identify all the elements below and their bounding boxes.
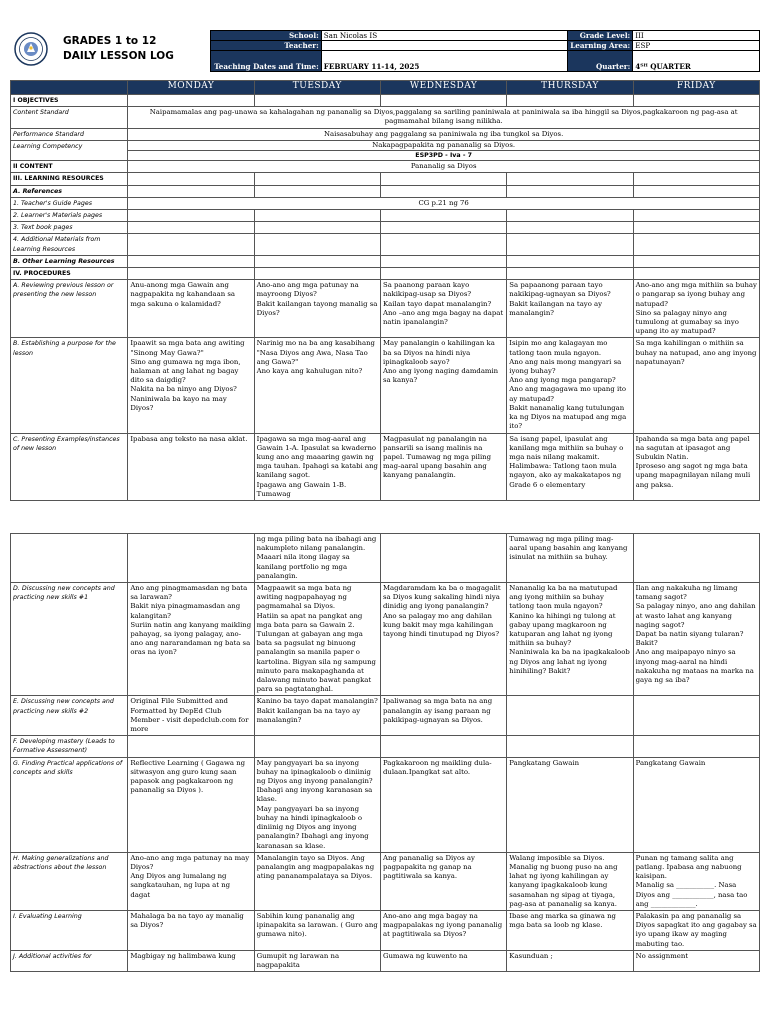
row-c-continued (11, 534, 760, 583)
row-f-label: F. Developing mastery (Leads to Formative Assessment) (11, 736, 128, 757)
area-value: ESP (633, 41, 760, 51)
competency-label: Learning Competency (11, 140, 128, 160)
row-a-monday: Anu-anong mga Gawain ang nagpapakita ng kahandaan sa mga sakuna o kalamidad? (128, 280, 254, 338)
row-i (11, 910, 760, 950)
row-f-wednesday (380, 736, 506, 757)
corner-cell (11, 81, 128, 95)
row-b-monday: Ipaawit sa mga bata ang awiting "Sinong May Gawa?" Sino ang gumawa ng mga ibon, halaman at ang lahat ng bagay dito sa daigdig? Nakita na ba ninyo ang Diyos? Naniniwala ba kayo na may Diyos? (128, 338, 254, 433)
row-h-label: H. Making generalizations and abstractions about the lesson (11, 852, 128, 910)
row-a (11, 280, 760, 338)
teacher-value (321, 41, 567, 51)
content-standard-label: Content Standard (11, 107, 128, 128)
row-c-cont-friday (633, 534, 759, 583)
performance-standard-label: Performance Standard (11, 128, 128, 140)
row-a-friday: Ano-ano ang mga mithiin sa buhay o pangarap sa iyong buhay ang natupad? Sino sa palagay ninyo ang tumulong at gumabay sa inyo upang ito ay matupad? (633, 280, 759, 338)
row-c-wednesday: Magpasulat ng panalangin na pansarili sa isang malinis na papel. Tumawag ng mga piling mag-aaral upang basahin ang kanyang panalangin. (380, 433, 506, 500)
content-value: Pananalig sa Diyos (128, 161, 760, 173)
row-f-friday (633, 736, 759, 757)
objectives-label: I OBJECTIVES (11, 95, 128, 107)
school-value: San Nicolas IS (321, 31, 567, 41)
row-e-monday: Original File Submitted and Formatted by DepEd Club Member - visit depedclub.com for more (128, 696, 254, 736)
day-thursday: THURSDAY (507, 81, 633, 95)
row-f (11, 736, 760, 757)
row-e (11, 696, 760, 736)
row-e-friday (633, 696, 759, 736)
row-b-friday: Sa mga kahilingan o mithiin sa buhay na natupad, ano ang inyong napatunayan? (633, 338, 759, 433)
content-standard-value: Naipamamalas ang pag-unawa sa kahalagahan ng pananalig sa Diyos,paggalang sa sariling paniniwala at paniniwala sa iba hinggil sa Diyos,pagkakaroon ng pag-asa at pagmamahal bilang isang nilikha. (128, 107, 760, 128)
row-c (11, 433, 760, 500)
row-j (11, 950, 760, 971)
references-label: A. References (11, 185, 128, 197)
row-c-cont-monday (128, 534, 254, 583)
procedures-label: IV. PROCEDURES (11, 268, 128, 280)
row-j-friday: No assignment (633, 950, 759, 971)
row-j-wednesday: Gumawa ng kuwento na (380, 950, 506, 971)
area-label: Learning Area: (568, 41, 633, 51)
row-e-thursday (507, 696, 633, 736)
grade-label: Grade Level: (568, 31, 633, 41)
row-b-tuesday: Narinig mo na ba ang kasabihang "Nasa Diyos ang Awa, Nasa Tao ang Gawa?" Ano kaya ang kahulugan nito? (254, 338, 380, 433)
row-h (11, 852, 760, 910)
competency-code: ESP3PD - Iva - 7 (128, 151, 760, 161)
row-e-label: E. Discussing new concepts and practicing new skills #2 (11, 696, 128, 736)
page-2 (0, 530, 768, 1024)
row-e-wednesday: Ipaliwanag sa mga bata na ang panalangin ay isang paraan ng pakikipag-ugnayan sa Diyos. (380, 696, 506, 736)
row-c-cont-tuesday: ng mga piling bata na ibahagi ang nakumpleto nilang panalangin. Maaari nila itong ilagay sa kanilang portfolio ng mga panalangin. (254, 534, 380, 583)
tb-label: 3. Text book pages (11, 222, 128, 234)
row-g-tuesday: May pangyayari ba sa inyong buhay na ipinagkaloob o diniinig ng Diyos ang inyong panalangin? Ibahagi ang inyong karanasan sa klase. May pangyayari ba sa inyong buhay na hindi ipinagkaloob o diniinig ng Diyos ang inyong panalangin? Ibahagi ang inyong karanasan sa klase. (254, 757, 380, 852)
day-wednesday: WEDNESDAY (380, 81, 506, 95)
row-d-monday: Ano ang pinagmamasdan ng bata sa larawan? Bakit niya pinagmamasdan ang kalangitan? Suriin natin ang kanyang maikling pahayag, sa iyong palagay, ano-ano ang nararandaman ng bata sa oras na iyon? (128, 583, 254, 696)
row-a-wednesday: Sa paanong paraan kayo nakikipag-usap sa Diyos? Kailan tayo dapat manalangin? Ano –ano ang mga bagay na dapat natin ipanalangin? (380, 280, 506, 338)
row-e-tuesday: Kanino ba tayo dapat manalangin? Bakit kailangan ba na tayo ay manalangin? (254, 696, 380, 736)
title-line1: GRADES 1 to 12 (63, 35, 157, 47)
row-d (11, 583, 760, 696)
day-tuesday: TUESDAY (254, 81, 380, 95)
lesson-table-page1 (10, 80, 760, 501)
teacher-label: Teacher: (211, 41, 322, 51)
quarter-value: 4ᵀᴴ QUARTER (633, 51, 760, 72)
row-f-thursday (507, 736, 633, 757)
row-b-label: B. Establishing a purpose for the lesson (11, 338, 128, 433)
school-label: School: (211, 31, 322, 41)
title-line2: DAILY LESSON LOG (63, 50, 174, 62)
row-i-label: I. Evaluating Learning (11, 910, 128, 950)
row-g-friday: Pangkatang Gawain (633, 757, 759, 852)
content-label: II CONTENT (11, 161, 128, 173)
deped-seal-icon (14, 32, 48, 66)
lesson-table-page2 (10, 533, 760, 972)
row-h-wednesday: Ang pananalig sa Diyos ay pagpapakita ng ganap na pagtitiwala sa kanya. (380, 852, 506, 910)
performance-standard-value: Naisasabuhay ang paggalang sa paniniwala ng iba tungkol sa Diyos. (128, 128, 760, 140)
document-title (63, 34, 174, 64)
row-a-tuesday: Ano-ano ang mga patunay na mayroong Diyos? Bakit kailangan tayong manalig sa Diyos? (254, 280, 380, 338)
row-j-tuesday: Gumupit ng larawan na nagpapakita (254, 950, 380, 971)
row-j-label: J. Additional activities for (11, 950, 128, 971)
other-resources-label: B. Other Learning Resources (11, 255, 128, 267)
tg-value: CG p.21 ng 76 (128, 197, 760, 209)
row-h-thursday: Walang imposible sa Diyos. Manalig ng buong puso na ang lahat ng iyong kahilingan ay kanyang ipagkakaloob kung sasamahan ng sipag at tiyaga, pag-asa at pananalig sa kanya. (507, 852, 633, 910)
row-a-label: A. Reviewing previous lesson or presenting the new lesson (11, 280, 128, 338)
row-i-thursday: Ibase ang marka sa ginawa ng mga bata sa loob ng klase. (507, 910, 633, 950)
row-i-friday: Palakasin pa ang pananalig sa Diyos sapagkat ito ang gagabay sa iyo upang ikaw ay maging mabuting tao. (633, 910, 759, 950)
quarter-label: Quarter: (568, 51, 633, 72)
row-d-thursday: Nananalig ka ba na matutupad ang iyong mithiin sa buhay tatlong taon mula ngayon? Kanino ka hihingi ng tulong at gabay upang magkaroon ng katuparan ang lahat ng iyong mithiin sa buhay? Naniniwala ka ba na ipagkakaloob ng Diyos ang lahat ng iyong hinihiling? Bakit? (507, 583, 633, 696)
day-friday: FRIDAY (633, 81, 759, 95)
competency-value: Nakapagpapakita ng pananalig sa Diyos. (128, 140, 760, 150)
row-h-monday: Ano-ano ang mga patunay na may Diyos? Ang Diyos ang lumalang ng sangkatauhan, ng lupa at ng dagat (128, 852, 254, 910)
row-h-friday: Punan ng tamang salita ang patlang. Ipabasa ang nabuong kaisipan. Manalig sa ___________. Nasa Diyos ang ____________, nasa tao ang _____________. (633, 852, 759, 910)
grade-value: III (633, 31, 760, 41)
lm-label: 2. Learner's Materials pages (11, 210, 128, 222)
row-c-cont-wednesday (380, 534, 506, 583)
day-monday: MONDAY (128, 81, 254, 95)
info-table (210, 30, 760, 72)
row-f-monday (128, 736, 254, 757)
row-d-tuesday: Magpaawit sa mga bata ng awiting nagpapahayag ng pagmamahal sa Diyos. Hatiin sa apat na pangkat ang mga bata para sa Gawain 2. Tulungan at gabayan ang mga bata sa pagsulat ng binuong panalangin sa manila paper o kartolina. Bigyan sila ng sampung minuto para makapaghanda at dalawang minuto bawat pangkat para sa pagtatanghal. (254, 583, 380, 696)
row-j-monday: Magbigay ng halimbawa kung (128, 950, 254, 971)
row-c-monday: Ipabasa ang teksto na nasa aklat. (128, 433, 254, 500)
row-b (11, 338, 760, 433)
row-b-wednesday: May panalangin o kahilingan ka ba sa Diyos na hindi niya ipinagkaloob sayo? Ano ang iyong naging damdamin sa kanya? (380, 338, 506, 433)
row-g (11, 757, 760, 852)
row-j-thursday: Kasunduan ; (507, 950, 633, 971)
dates-label: Teaching Dates and Time: (211, 51, 322, 72)
header (10, 30, 760, 74)
row-c-cont-thursday: Tumawag ng mga piling mag-aaral upang basahin ang kanyang isinulat na mithiin sa buhay. (507, 534, 633, 583)
resources-label: III. LEARNING RESOURCES (11, 173, 128, 185)
row-c-friday: Ipahanda sa mga bata ang papel na sagutan at ipasagot ang Subukin Natin. Iproseso ang sagot ng mga bata upang mapagnilayan nilang muli ang paksa. (633, 433, 759, 500)
row-g-wednesday: Pagkakaroon ng maikling dula-dulaan.Ipangkat sat alto. (380, 757, 506, 852)
day-header-row (11, 81, 760, 95)
row-g-monday: Reflective Learning ( Gagawa ng sitwasyon ang guro kung saan papasok ang pagkakaroon ng pananalig sa Diyos ). (128, 757, 254, 852)
row-g-label: G. Finding Practical applications of concepts and skills (11, 757, 128, 852)
addl-label: 4. Additional Materials from Learning Resources (11, 234, 128, 255)
row-g-thursday: Pangkatang Gawain (507, 757, 633, 852)
row-i-wednesday: Ano-ano ang mga bagay na magpapalakas ng iyong pananalig at pagtitiwala sa Diyos? (380, 910, 506, 950)
row-i-tuesday: Sabihin kung pananalig ang ipinapakita sa larawan. ( Guro ang gumawa nito). (254, 910, 380, 950)
row-f-tuesday (254, 736, 380, 757)
dates-value: FEBRUARY 11-14, 2025 (321, 51, 567, 72)
row-c-thursday: Sa isang papel, ipasulat ang kanilang mga mithiin sa buhay o mga nais nilang makamit. Halimbawa: Tatlong taon mula ngayon, ako ay makakatapos ng Grade 6 o elementary (507, 433, 633, 500)
row-i-monday: Mahalaga ba na tayo ay manalig sa Diyos? (128, 910, 254, 950)
row-c-cont-label (11, 534, 128, 583)
row-c-label: C. Presenting Examples/instances of new lesson (11, 433, 128, 500)
row-a-thursday: Sa papaanong paraan tayo nakikipag-ugnayan sa Diyos? Bakit kailangan na tayo ay manalangin? (507, 280, 633, 338)
row-c-tuesday: Ipagawa sa mga mag-aaral ang Gawain 1-A. Ipasulat sa kwaderno kung ano ang maaaring gawin ng mga tauhan. Ipahagi sa katabi ang kanilang sagot. Ipagawa ang Gawain 1-B. Tumawag (254, 433, 380, 500)
row-h-tuesday: Manalangin tayo sa Diyos. Ang panalangin ang magpapalakas ng ating pananampalataya sa Diyos. (254, 852, 380, 910)
row-d-wednesday: Magdaramdam ka ba o magagalit sa Diyos kung sakaling hindi niya dinidig ang iyong panalangin? Ano sa palagay mo ang dahilan kung bakit may mga kahilingan tayong hindi tinutupad ng Diyos? (380, 583, 506, 696)
row-d-label: D. Discussing new concepts and practicing new skills #1 (11, 583, 128, 696)
page-1 (0, 0, 768, 498)
row-b-thursday: Isipin mo ang kalagayan mo tatlong taon mula ngayon. Ano ang nais mong mangyari sa iyong buhay? Ano ang iyong mga pangarap? Ano ang magagawa mo upang ito ay matupad? Bakit nananalig kang tutulungan ka ng Diyos na matupad ang mga ito? (507, 338, 633, 433)
row-d-friday: Ilan ang nakakuha ng limang tamang sagot? Sa palagay ninyo, ano ang dahilan at wasto lahat ang kanyang naging sagot? Dapat ba natin siyang tularan? Bakit? Ano ang maipapayo ninyo sa inyong mag-aaral na hindi nakakuha ng mataas na marka na gaya ng sa iba? (633, 583, 759, 696)
tg-label: 1. Teacher's Guide Pages (11, 197, 128, 209)
